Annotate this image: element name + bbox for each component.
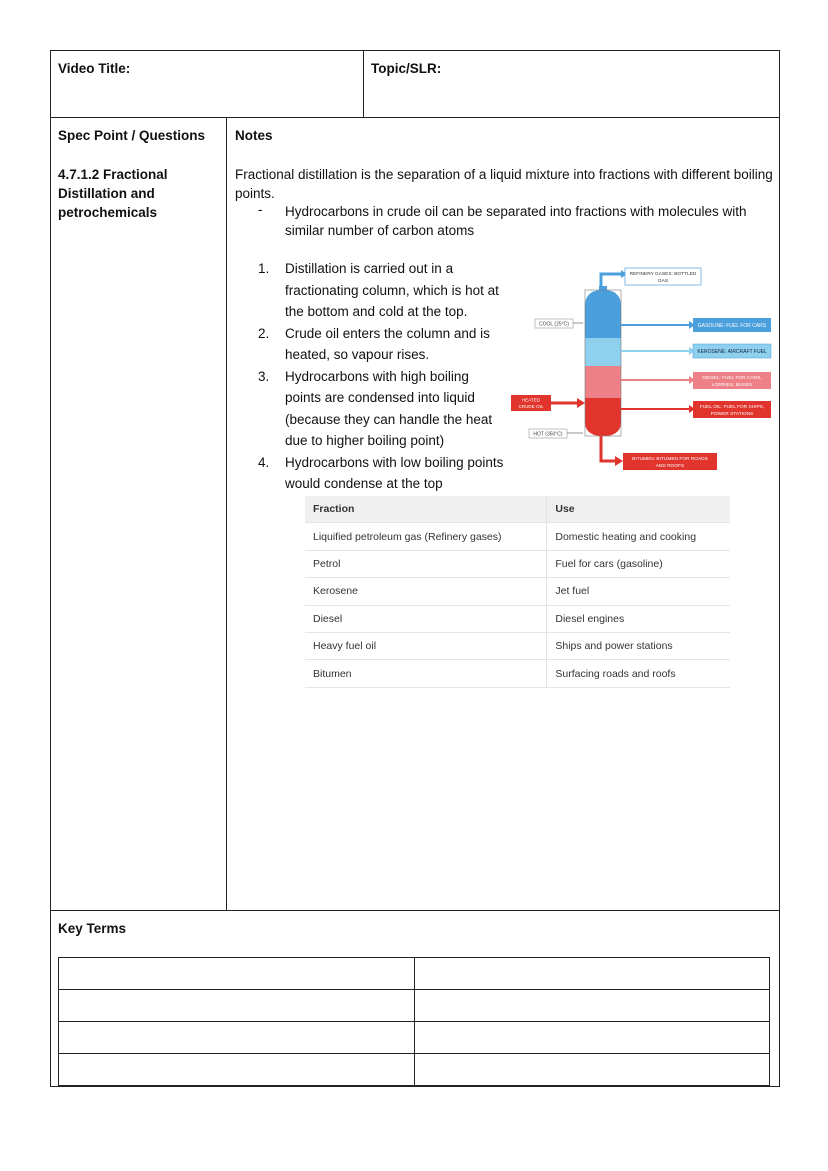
label-refinery-gases-text-2: GAS <box>657 279 669 284</box>
key-term-cell[interactable] <box>59 958 415 990</box>
label-kerosene-text: KEROSENE: AIRCRAFT FUEL <box>697 349 767 355</box>
key-term-cell[interactable] <box>59 1054 415 1086</box>
use-cell: Surfacing roads and roofs <box>547 660 730 687</box>
notes-column-divider <box>226 117 227 910</box>
header-column-divider <box>363 50 364 117</box>
key-terms-label: Key Terms <box>58 921 127 936</box>
arrow-icon <box>577 398 585 408</box>
column-top-cap <box>585 286 621 306</box>
use-cell: Fuel for cars (gasoline) <box>547 550 730 577</box>
arrow-icon <box>615 456 623 466</box>
definition-cell[interactable] <box>414 958 770 990</box>
key-term-cell[interactable] <box>59 1022 415 1054</box>
column-section-kerosene <box>585 338 621 366</box>
step-text: Distillation is carried out in a fractionating column, which is hot at the bottom and cold at the top. <box>285 261 499 319</box>
cool-label: COOL (25°C) <box>539 321 569 328</box>
table-row <box>305 550 730 577</box>
column-section-diesel <box>585 366 621 398</box>
table-row <box>305 523 730 550</box>
step-item <box>258 452 508 495</box>
bitumen-pipe <box>601 436 617 461</box>
spec-point: 4.7.1.2 Fractional Distillation and petrochemicals <box>58 167 168 220</box>
key-term-cell[interactable] <box>59 990 415 1022</box>
definition-cell[interactable] <box>414 1054 770 1086</box>
fractionating-column-diagram <box>505 262 777 474</box>
header-divider <box>50 117 780 118</box>
use-cell: Jet fuel <box>547 578 730 605</box>
fraction-cell: Petrol <box>305 550 547 577</box>
header-use: Use <box>547 496 730 523</box>
label-diesel-text-2: LORRIES, BUSES <box>712 383 752 388</box>
fractions-table <box>305 496 730 688</box>
header-fraction: Fraction <box>305 496 547 523</box>
label-heated-crude-oil-text-2: CRUDE OIL <box>518 404 544 409</box>
step-text: Hydrocarbons with low boiling points would condense at the top <box>285 454 504 491</box>
table-row <box>305 578 730 605</box>
label-diesel-text: DIESEL: FUEL FOR CARS, <box>702 376 762 381</box>
use-cell: Diesel engines <box>547 605 730 632</box>
step-item <box>258 366 508 452</box>
step-text: Hydrocarbons with high boiling points are condensed into liquid (because they can handle the heat due to higher boiling point) <box>285 368 493 448</box>
label-gasoline-text: GASOLINE: FUEL FOR CARS <box>697 323 767 329</box>
fraction-cell: Kerosene <box>305 578 547 605</box>
table-row <box>305 605 730 632</box>
label-fuel-oil-text-2: POWER STATIONS <box>710 412 754 417</box>
table-header-row <box>305 496 730 523</box>
definition-cell[interactable] <box>414 1022 770 1054</box>
key-terms-divider <box>50 910 780 911</box>
label-bitumen-text: BITUMEN: BITUMEN FOR ROADS <box>632 457 708 462</box>
use-cell: Ships and power stations <box>547 632 730 659</box>
key-term-row <box>59 1054 770 1086</box>
table-row <box>305 660 730 687</box>
key-term-row <box>59 958 770 990</box>
fraction-cell: Bitumen <box>305 660 547 687</box>
table-row <box>305 632 730 659</box>
step-text: Crude oil enters the column and is heated, so vapour rises. <box>285 325 490 362</box>
step-number: 4. <box>258 454 270 470</box>
video-title-label: Video Title: <box>58 61 131 76</box>
definition-cell[interactable] <box>414 990 770 1022</box>
step-item <box>258 323 508 366</box>
label-heated-crude-oil-text: HEATED <box>521 397 541 403</box>
topic-label: Topic/SLR: <box>371 61 442 76</box>
notes-bullet: Hydrocarbons in crude oil can be separated into fractions with molecules with similar number of carbon atoms <box>285 204 747 238</box>
refinery-gas-pipe <box>601 274 621 288</box>
fraction-cell: Liquified petroleum gas (Refinery gases) <box>305 523 547 550</box>
step-item <box>258 258 508 323</box>
bullet-marker: - <box>258 202 263 217</box>
hot-label: HOT (350°C) <box>533 431 563 438</box>
key-term-row <box>59 1022 770 1054</box>
label-fuel-oil-text: FUEL OIL: FUEL FOR SHIPS, <box>699 405 765 410</box>
fraction-cell: Heavy fuel oil <box>305 632 547 659</box>
spec-label: Spec Point / Questions <box>58 128 206 143</box>
column-section-fuel-oil <box>585 398 621 436</box>
notes-label: Notes <box>235 128 273 143</box>
steps-list <box>258 258 508 495</box>
step-number: 1. <box>258 261 270 276</box>
label-bitumen-text-2: AND ROOFS <box>655 464 685 469</box>
column-section-gasoline <box>585 306 621 338</box>
notes-intro: Fractional distillation is the separation of a liquid mixture into fractions with different boiling points. <box>235 167 773 201</box>
step-number: 3. <box>258 368 270 384</box>
fraction-cell: Diesel <box>305 605 547 632</box>
key-terms-table <box>58 957 770 1086</box>
use-cell: Domestic heating and cooking <box>547 523 730 550</box>
step-number: 2. <box>258 325 270 341</box>
label-refinery-gases-text: REFINERY GASES: BOTTLED <box>629 272 697 277</box>
key-term-row <box>59 990 770 1022</box>
